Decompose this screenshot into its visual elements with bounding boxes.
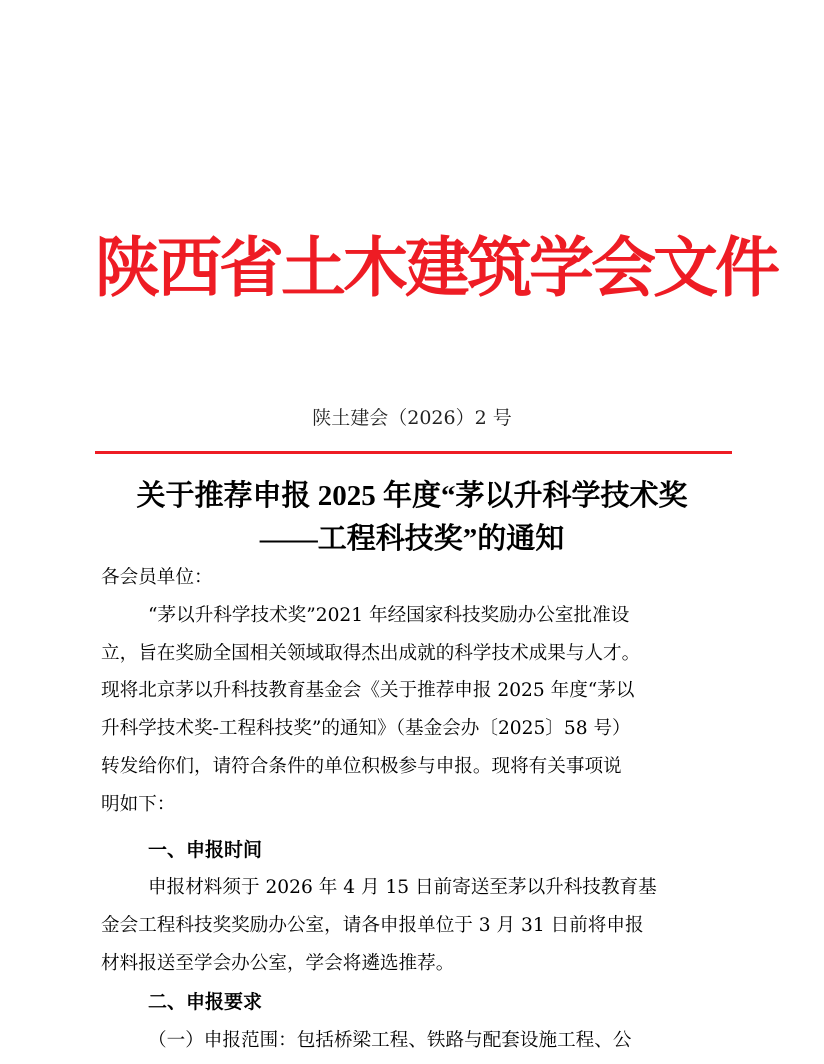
intro-paragraph-line: 转发给你们，请符合条件的单位积极参与申报。现将有关事项说 xyxy=(101,756,622,777)
notice-title-line-1: 关于推荐申报 2025 年度“茅以升科学技术奖 xyxy=(136,480,688,512)
section-heading-requirements: 二、申报要求 xyxy=(148,991,263,1013)
intro-paragraph-line: 明如下： xyxy=(101,794,176,815)
section-paragraph-line: 金会工程科技奖奖励办公室，请各申报单位于 3 月 31 日前将申报 xyxy=(101,915,644,936)
header-red-divider xyxy=(95,451,732,454)
issuing-organization-name: 陕西省土木建筑学会文件 xyxy=(95,231,778,306)
intro-paragraph-line: “茅以升科学技术奖”2021 年经国家科技奖励办公室批准设 xyxy=(148,605,630,626)
salutation: 各会员单位： xyxy=(101,567,213,588)
intro-paragraph-line: 升科学技术奖-工程科技奖”的通知》（基金会办〔2025〕58 号） xyxy=(101,718,631,739)
notice-title-line-2: ——工程科技奖”的通知 xyxy=(259,523,565,555)
intro-paragraph-line: 立，旨在奖励全国相关领域取得杰出成就的科学技术成果与人才。 xyxy=(101,643,641,664)
intro-paragraph-line: 现将北京茅以升科技教育基金会《关于推荐申报 2025 年度“茅以 xyxy=(101,680,635,701)
section-paragraph-line: 申报材料须于 2026 年 4 月 15 日前寄送至茅以升科技教育基 xyxy=(148,877,657,898)
subitem-line: （一）申报范围：包括桥梁工程、铁路与配套设施工程、公 xyxy=(148,1030,632,1051)
section-paragraph-line: 材料报送至学会办公室，学会将遴选推荐。 xyxy=(101,953,455,974)
document-number: 陕土建会（2026）2 号 xyxy=(312,407,512,429)
section-heading-time: 一、申报时间 xyxy=(148,839,263,861)
